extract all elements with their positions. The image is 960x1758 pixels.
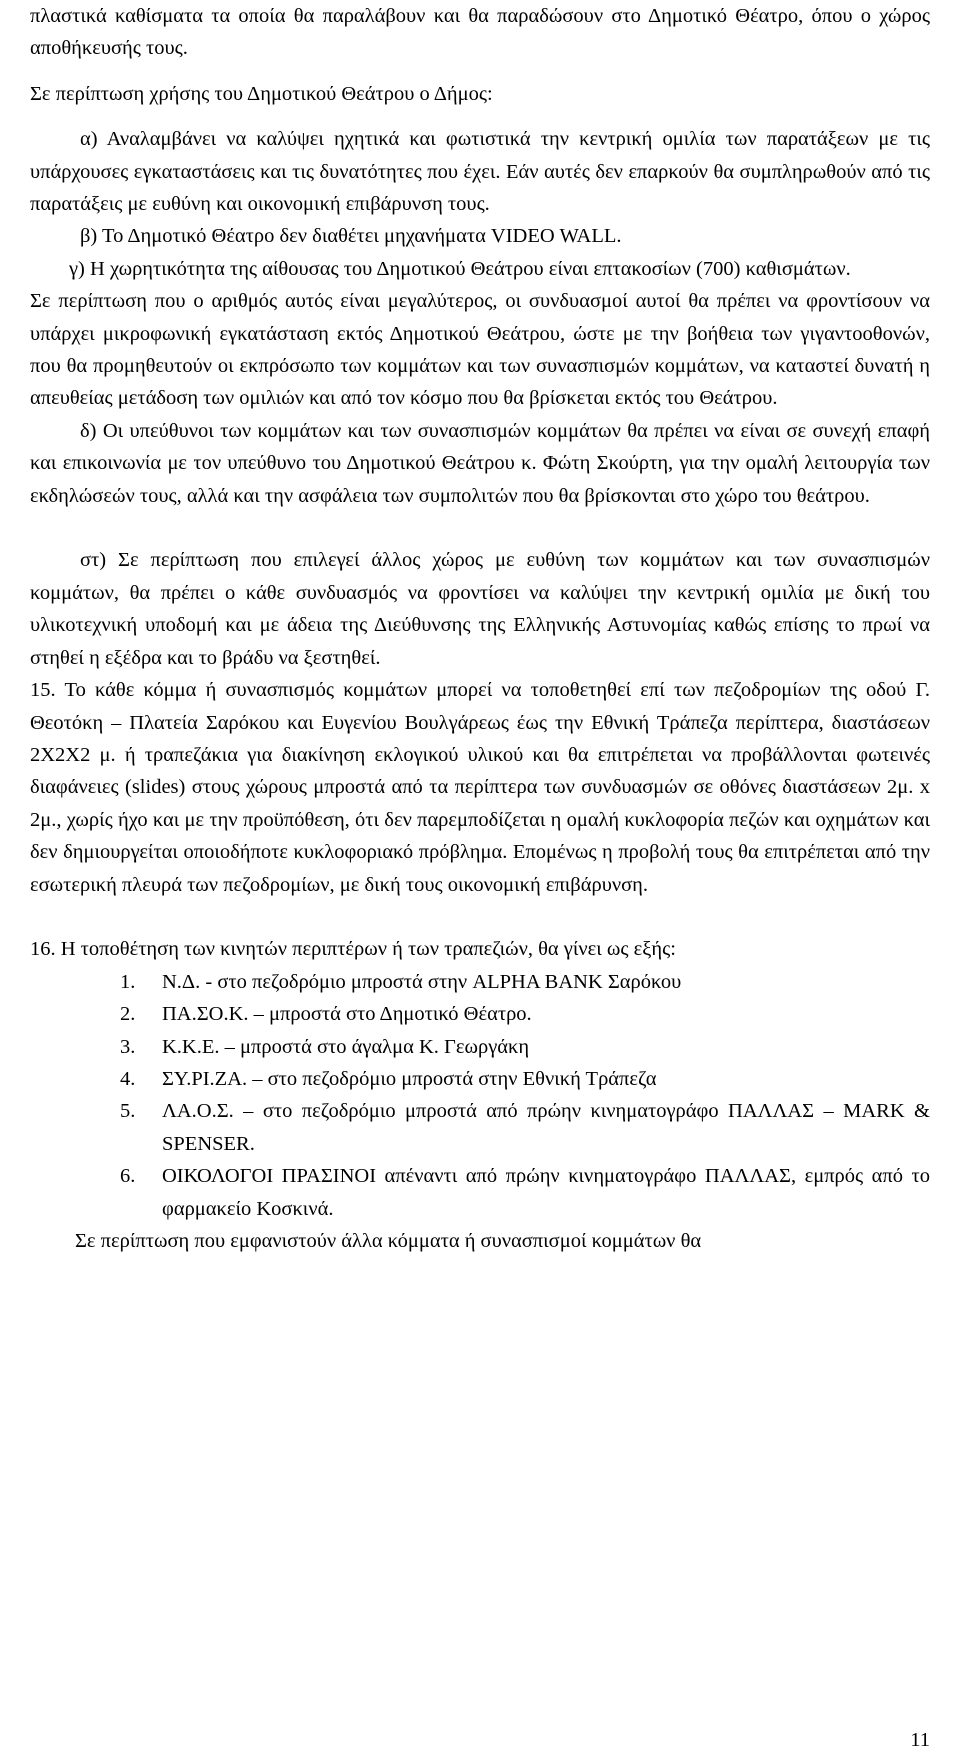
paragraph-microphone-setup: Σε περίπτωση που ο αριθμός αυτός είναι μεγαλύτερος, οι συνδυασμοί αυτοί θα πρέπει να φροντίσουν να υπάρχει μικροφωνική εγκατάσταση εκτός Δημοτικού Θεάτρου, ώστε με την βοήθεια των γιγαντοοθονών, που θα προμηθευτούν οι εκπρόσωπο των κομμάτων και των συνασπισμών κομμάτων, να καταστεί δυνατή η απευθείας μετάδοση των ομιλιών και από τον κόσμο που θα βρίσκεται εκτός του Θεάτρου. [30, 290, 930, 410]
list-item: 1. Ν.Δ. - στο πεζοδρόμιο μπροστά στην ALPHA BANK Σαρόκου [120, 970, 682, 993]
paragraph-other-parties: Σε περίπτωση που εμφανιστούν άλλα κόμματα ή συνασπισμοί κομμάτων θα [75, 1230, 702, 1252]
paragraph-16-placement: 16. Η τοποθέτηση των κινητών περιπτέρων ή των τραπεζιών, θα γίνει ως εξής: [30, 938, 676, 961]
paragraph-b-video-wall: β) Το Δημοτικό Θέατρο δεν διαθέτει μηχανήματα VIDEO WALL. [80, 225, 622, 248]
paragraph-15-kiosks: 15. Το κάθε κόμμα ή συνασπισμός κομμάτων μπορεί να τοποθετηθεί επί των πεζοδρομίων της οδού Γ. Θεοτόκη – Πλατεία Σαρόκου και Ευγενίου Βουλγάρεως έως την Εθνική Τράπεζα περίπτερα, διαστάσεων 2Χ2Χ2 μ. ή τραπεζάκια για διακίνηση εκλογικού υλικού και θα επιτρέπεται να προβάλλονται φωτεινές διαφάνειες (slides) στους χώρους μπροστά από τα περίπτερα των συνδυασμών σε οθόνες διαστάσεων 2μ. x 2μ., χωρίς ήχο και με την προϋπόθεση, ότι δεν παρεμποδίζεται η ομαλή κυκλοφορία πεζών και οχημάτων και δεν δημιουργείται οποιοδήποτε κυκλοφοριακό πρόβλημα. Επομένως η προβολή τους θα επιτρέπεται από την εσωτερική πλευρά των πεζοδρομίων, με δική τους οικονομική επιβάρυνση. [30, 679, 930, 896]
paragraph-c-capacity: γ) Η χωρητικότητα της αίθουσας του Δημοτικού Θεάτρου είναι επτακοσίων (700) καθισμάτων. [69, 257, 851, 280]
list-item: 4. ΣΥ.ΡΙ.ΖΑ. – στο πεζοδρόμιο μπροστά στην Εθνική Τράπεζα [120, 1067, 657, 1090]
kiosk-placement-list [30, 966, 930, 1225]
page-number: 11 [910, 1729, 930, 1751]
paragraph-continuation: πλαστικά καθίσματα τα οποία θα παραλάβουν και θα παραδώσουν στο Δημοτικό Θέατρο, όπου ο χώρος αποθήκευσής τους. [30, 5, 930, 60]
paragraph-st-other-venue: στ) Σε περίπτωση που επιλεγεί άλλος χώρος με ευθύνη των κομμάτων και των συνασπισμών κομμάτων, θα πρέπει ο κάθε συνδυασμός να φροντίσει να καλύψει την κεντρική ομιλία με δική του υλικοτεχνική υποδομή και με άδεια της Διεύθυνσης της Ελληνικής Αστυνομίας καθώς επίσης το πρωί να στηθεί η εξέδρα και το βράδυ να ξεστηθεί. [30, 549, 930, 669]
paragraph-a-sound-lighting: α) Αναλαμβάνει να καλύψει ηχητικά και φωτιστικά την κεντρική ομιλία των παρατάξεων με τις υπάρχουσες εγκαταστάσεις και τις δυνατότητες που έχει. Εάν αυτές δεν επαρκούν θα συμπληρωθούν από τις παρατάξεις με ευθύνη και οικονομική επιβάρυνση τους. [30, 128, 930, 216]
paragraph-theatre-use: Σε περίπτωση χρήσης του Δημοτικού Θεάτρου ο Δήμος: [30, 82, 493, 105]
paragraph-d-responsible-persons: δ) Οι υπεύθυνοι των κομμάτων και των συνασπισμών κομμάτων θα πρέπει να είναι σε συνεχή επαφή και επικοινωνία με τον υπεύθυνο του Δημοτικού Θεάτρου κ. Φώτη Σκούρτη, για την ομαλή λειτουργία των εκδηλώσεών τους, αλλά και την ασφάλεια των συμπολιτών που θα βρίσκονται στο χώρο του θεάτρου. [30, 419, 930, 507]
list-item: 5. ΛΑ.Ο.Σ. – στο πεζοδρόμιο μπροστά από πρώην κινηματογράφο ΠΑΛΛΑΣ – MARK & SPENSER. [120, 1100, 930, 1155]
list-item: 6. ΟΙΚΟΛΟΓΟΙ ΠΡΑΣΙΝΟΙ απέναντι από πρώην κινηματογράφο ΠΑΛΛΑΣ, εμπρός από το φαρμακείο Κοσκινά. [120, 1165, 930, 1220]
list-item: 2. ΠΑ.ΣΟ.Κ. – μπροστά στο Δημοτικό Θέατρο. [120, 1003, 532, 1026]
list-item: 3. Κ.Κ.Ε. – μπροστά στο άγαλμα Κ. Γεωργάκη [120, 1035, 530, 1058]
